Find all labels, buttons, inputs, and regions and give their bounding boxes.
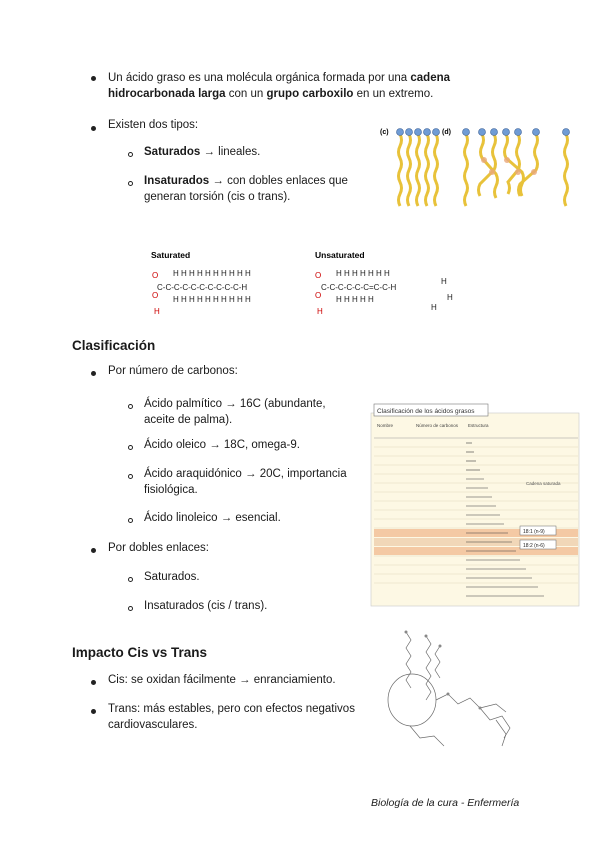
svg-text:H H H H H H H: H H H H H H H: [336, 269, 390, 278]
double-bond-item: Saturados.: [144, 571, 200, 583]
svg-text:H: H: [317, 307, 323, 316]
table-title: Clasificación de los ácidos grasos: [377, 408, 475, 415]
section-heading-clasificacion: Clasificación: [72, 338, 156, 353]
fatty-acid-classification-table: [368, 400, 590, 610]
saturated-label: Saturados: [144, 146, 201, 158]
impact-item: Trans: más estables, pero con efectos negativos cardiovasculares.: [108, 703, 355, 731]
svg-text:H H H H H: H H H H H: [336, 295, 374, 304]
circle-bullet: [128, 577, 133, 582]
fatty-acid-item: Ácido araquidónico → 20C, importancia fisiológica.: [144, 468, 347, 496]
unsaturated-formula: [315, 269, 453, 316]
intro-text-a: Un ácido graso es una molécula orgánica formada por una: [108, 72, 411, 84]
unsaturated-heads: [463, 129, 570, 136]
fatty-acid-item: Ácido palmítico → 16C (abundante, aceite de palma).: [144, 398, 326, 426]
table-tag-1: 18:1 (n-9): [523, 529, 545, 535]
svg-text:O: O: [152, 291, 159, 300]
circle-bullet: [128, 445, 133, 450]
table-col-name: Nombre: [377, 423, 394, 428]
circle-bullet: [128, 474, 133, 479]
intro-paragraph: [108, 70, 538, 102]
svg-text:H: H: [431, 303, 437, 312]
svg-text:H H H H H H H H H H: H H H H H H H H H H: [173, 269, 251, 278]
saturated-title: Saturated: [151, 250, 191, 260]
circle-bullet: [128, 152, 133, 157]
svg-text:O: O: [315, 271, 322, 280]
table-col-carbons: Número de carbonos: [416, 423, 459, 428]
svg-text:H: H: [154, 307, 160, 316]
fatty-acid-chains-figure: [378, 124, 578, 216]
intro-bold-chain: cadena hidrocarbonada larga: [108, 72, 451, 100]
by-double-bonds-label: Por dobles enlaces:: [108, 542, 210, 554]
structural-formulas: [145, 246, 475, 318]
svg-text:H H H H H H H H H H: H H H H H H H H H H: [173, 295, 251, 304]
unsaturated-item: [144, 173, 359, 205]
saturated-formula: [152, 269, 251, 316]
bullet-dot: [91, 76, 96, 81]
bullet-dot: [91, 548, 96, 553]
section-heading-impacto: Impacto Cis vs Trans: [72, 645, 208, 660]
saturated-desc: → lineales.: [200, 146, 261, 158]
table-tag-2: 18:2 (n-6): [523, 543, 545, 549]
saturated-heads: [397, 129, 440, 136]
unsaturated-title: Unsaturated: [315, 250, 365, 260]
cis-trans-molecule-diagram: [380, 622, 530, 754]
by-carbons-label: Por número de carbonos:: [108, 365, 238, 377]
circle-bullet: [128, 181, 133, 186]
bullet-dot: [91, 371, 96, 376]
fatty-acid-item: Ácido linoleico → esencial.: [144, 512, 281, 524]
fig-label-d: (d): [442, 129, 451, 136]
svg-text:O: O: [315, 291, 322, 300]
fatty-acid-item: Ácido oleico → 18C, omega-9.: [144, 439, 300, 451]
types-intro: Existen dos tipos:: [108, 119, 199, 131]
unsaturated-desc: → con dobles enlaces que generan torsión (cis o trans).: [144, 175, 348, 203]
double-bond-item: Insaturados (cis / trans).: [144, 600, 268, 612]
svg-text:C-C-C-C-C-C-C-C-C-C-H: C-C-C-C-C-C-C-C-C-C-H: [157, 283, 248, 292]
bullet-dot: [91, 680, 96, 685]
fig-label-c: (c): [380, 129, 389, 136]
svg-text:O: O: [152, 271, 159, 280]
intro-text-c: con un: [225, 88, 267, 100]
svg-text:H: H: [441, 277, 447, 286]
saturated-item: [144, 144, 364, 160]
table-col-structure: Estructura: [468, 423, 489, 428]
unsaturated-label: Insaturados: [144, 175, 210, 187]
svg-text:C-C-C-C-C-C=C-C-H: C-C-C-C-C-C=C-C-H: [321, 283, 397, 292]
saturated-chains: [399, 134, 438, 206]
impact-item: Cis: se oxidan fácilmente → enranciamiento.: [108, 674, 336, 686]
page-footer: Biología de la cura - Enfermería: [371, 797, 520, 809]
table-note: Cadena saturada: [526, 481, 561, 486]
bullet-dot: [91, 126, 96, 131]
intro-text-e: en un extremo.: [353, 88, 434, 100]
circle-bullet: [128, 518, 133, 523]
svg-text:H: H: [447, 293, 453, 302]
circle-bullet: [128, 606, 133, 611]
circle-bullet: [128, 404, 133, 409]
bullet-dot: [91, 709, 96, 714]
intro-bold-carboxyl: grupo carboxilo: [266, 88, 354, 100]
